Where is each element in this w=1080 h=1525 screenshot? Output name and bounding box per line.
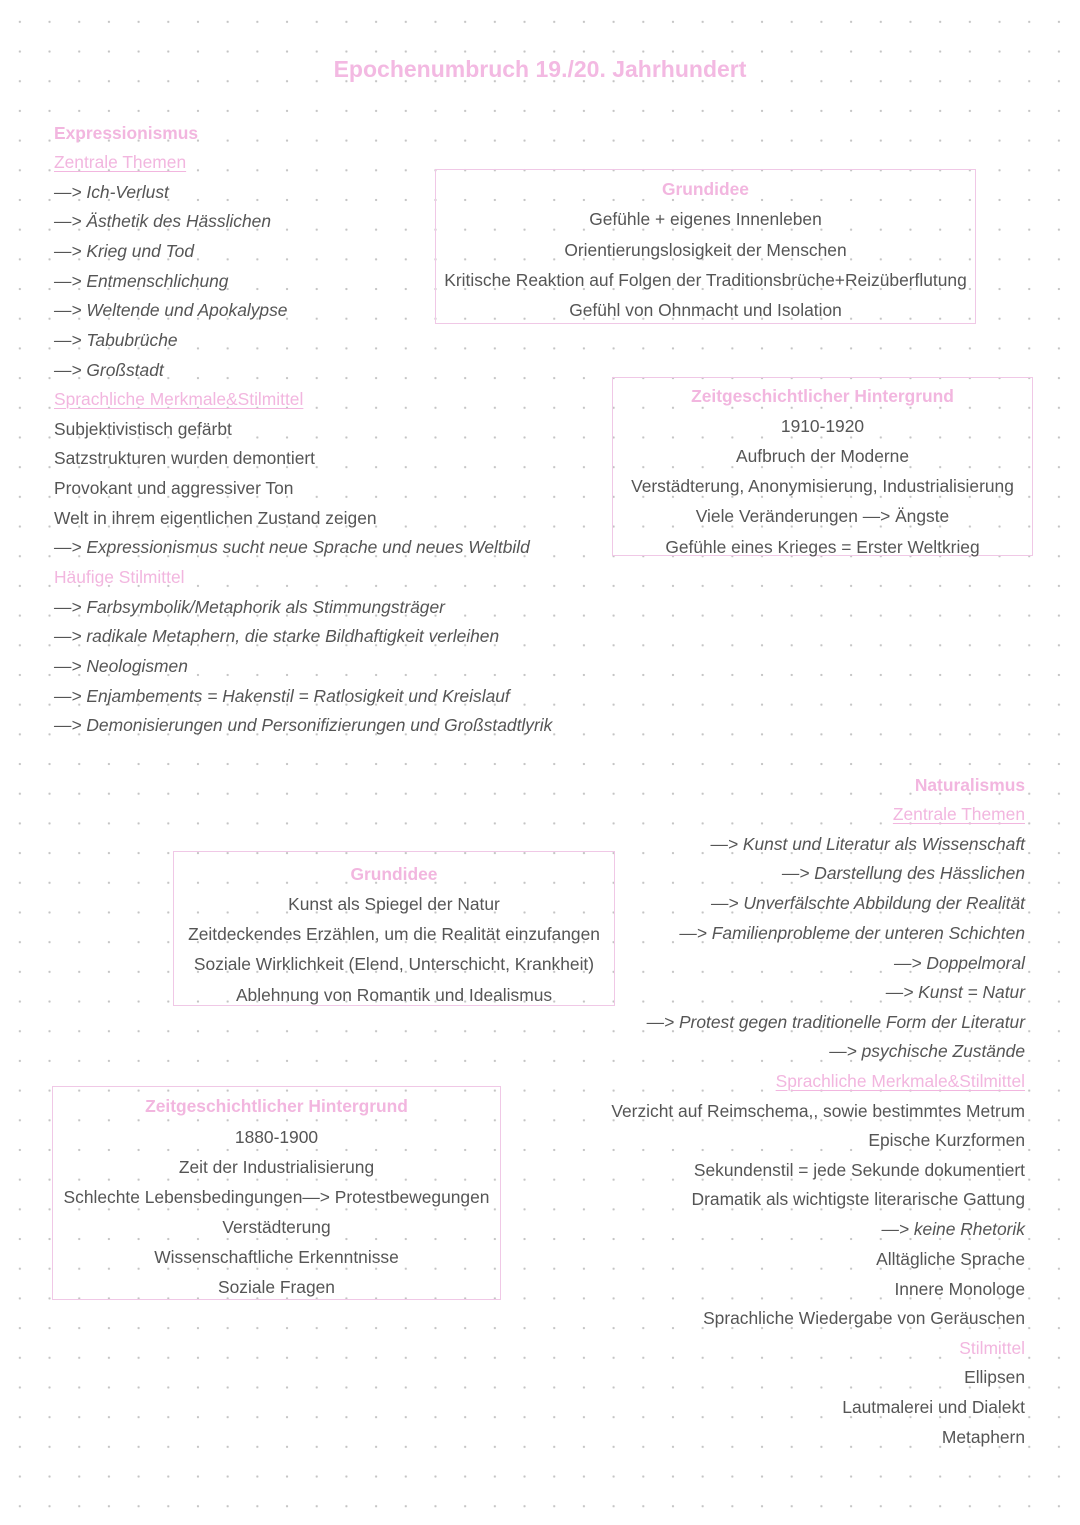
hintergrund-line: Aufbruch der Moderne (735, 446, 910, 466)
naturalismus-stilmittel-heading: Stilmittel (959, 1338, 1025, 1358)
naturalismus-hintergrund-box (52, 1086, 501, 1300)
hintergrund-heading: Zeitgeschichtlicher Hintergrund (145, 1096, 408, 1116)
expressionismus-stilmittel-item: —> Neologismen (54, 656, 188, 676)
naturalismus-merkmal: Innere Monologe (894, 1279, 1025, 1299)
expressionismus-merkmal: Subjektivistisch gefärbt (54, 419, 232, 439)
hintergrund-line: Schlechte Lebensbedingungen—> Protestbewegungen (63, 1187, 490, 1207)
expressionismus-stilmittel-item: —> Demonisierungen und Personifizierungen und Großstadtlyrik (54, 715, 553, 735)
naturalismus-merkmal: —> keine Rhetorik (881, 1219, 1025, 1239)
naturalismus-stilmittel-item: Ellipsen (964, 1367, 1025, 1387)
naturalismus-grundidee-box (173, 851, 615, 1006)
naturalismus-merkmal: Sprachliche Wiedergabe von Geräuschen (703, 1308, 1025, 1328)
grundidee-line: Soziale Wirklichkeit (Elend, Unterschicht, Krankheit) (193, 954, 595, 974)
hintergrund-line: Verstädterung, Anonymisierung, Industrialisierung (631, 476, 1014, 496)
naturalismus-merkmal: Verzicht auf Reimschema,, sowie bestimmtes Metrum (611, 1101, 1025, 1121)
naturalismus-stilmittel-item: Lautmalerei und Dialekt (842, 1397, 1025, 1417)
grundidee-line: Gefühle + eigenes Innenleben (589, 209, 822, 229)
expressionismus-stilmittel-item: —> Enjambements = Hakenstil = Ratlosigkeit und Kreislauf (54, 686, 510, 706)
expressionismus-thema: —> Weltende und Apokalypse (54, 300, 288, 320)
naturalismus-merkmale-heading: Sprachliche Merkmale&Stilmittel (775, 1071, 1025, 1091)
grundidee-line: Kritische Reaktion auf Folgen der Traditionsbrüche+Reizüberflutung (444, 270, 967, 290)
expressionismus-merkmal: Provokant und aggressiver Ton (54, 478, 294, 498)
grundidee-heading: Grundidee (350, 864, 438, 884)
expressionismus-stilmittel-item: —> Farbsymbolik/Metaphorik als Stimmungsträger (54, 597, 445, 617)
naturalismus-thema: —> psychische Zustände (829, 1041, 1025, 1061)
hintergrund-line: Gefühle eines Krieges = Erster Weltkrieg (665, 537, 980, 557)
naturalismus-stilmittel-item: Metaphern (941, 1427, 1025, 1447)
expressionismus-thema: —> Tabubrüche (54, 330, 178, 350)
expressionismus-merkmale-heading: Sprachliche Merkmale&Stilmittel (54, 389, 304, 409)
naturalismus-themen-heading: Zentrale Themen (892, 804, 1025, 824)
hintergrund-line: 1880-1900 (234, 1127, 319, 1147)
grundidee-line: Ablehnung von Romantik und Idealismus (235, 985, 553, 1005)
expressionismus-merkmal: Welt in ihrem eigentlichen Zustand zeigen (54, 508, 377, 528)
naturalismus-merkmal: Alltägliche Sprache (876, 1249, 1025, 1269)
hintergrund-line: Viele Veränderungen —> Ängste (695, 506, 950, 526)
naturalismus-thema: —> Kunst = Natur (885, 982, 1025, 1002)
grundidee-heading: Grundidee (662, 179, 749, 199)
naturalismus-thema: —> Kunst und Literatur als Wissenschaft (710, 834, 1025, 854)
expressionismus-merkmal: Satzstrukturen wurden demontiert (54, 448, 315, 468)
naturalismus-thema: —> Unverfälschte Abbildung der Realität (710, 893, 1025, 913)
hintergrund-line: Wissenschaftliche Erkenntnisse (154, 1247, 399, 1267)
expressionismus-stilmittel-item: —> radikale Metaphern, die starke Bildhaftigkeit verleihen (54, 626, 500, 646)
grundidee-line: Gefühl von Ohnmacht und Isolation (569, 300, 842, 320)
expressionismus-grundidee-box (435, 169, 976, 324)
expressionismus-thema: —> Krieg und Tod (54, 241, 195, 261)
grundidee-line: Kunst als Spiegel der Natur (288, 894, 500, 914)
expressionismus-heading: Expressionismus (54, 123, 199, 143)
expressionismus-themen-heading: Zentrale Themen (54, 152, 187, 172)
grundidee-line: Zeitdeckendes Erzählen, um die Realität einzufangen (188, 924, 600, 944)
hintergrund-line: 1910-1920 (780, 416, 865, 436)
naturalismus-merkmal: Dramatik als wichtigste literarische Gattung (691, 1189, 1025, 1209)
naturalismus-merkmal: Epische Kurzformen (868, 1130, 1025, 1150)
expressionismus-stilmittel-heading: Häufige Stilmittel (54, 567, 185, 587)
hintergrund-line: Zeit der Industrialisierung (178, 1157, 375, 1177)
naturalismus-merkmal: Sekundenstil = jede Sekunde dokumentiert (693, 1160, 1025, 1180)
naturalismus-thema: —> Darstellung des Hässlichen (781, 863, 1025, 883)
hintergrund-line: Verstädterung (222, 1217, 331, 1237)
page-title: Epochenumbruch 19./20. Jahrhundert (333, 56, 747, 82)
expressionismus-thema: —> Entmenschlichung (54, 271, 229, 291)
expressionismus-thema: —> Großstadt (54, 360, 164, 380)
expressionismus-merkmale-conclusion: —> Expressionismus sucht neue Sprache und neues Weltbild (54, 537, 530, 557)
expressionismus-hintergrund-box (612, 377, 1033, 556)
hintergrund-heading: Zeitgeschichtlicher Hintergrund (691, 386, 954, 406)
expressionismus-thema: —> Ich-Verlust (54, 182, 169, 202)
naturalismus-thema: —> Familienprobleme der unteren Schichten (679, 923, 1025, 943)
naturalismus-thema: —> Doppelmoral (894, 953, 1025, 973)
grundidee-line: Orientierungslosigkeit der Menschen (564, 240, 847, 260)
hintergrund-line: Soziale Fragen (218, 1277, 335, 1297)
expressionismus-thema: —> Ästhetik des Hässlichen (54, 211, 272, 231)
naturalismus-thema: —> Protest gegen traditionelle Form der Literatur (646, 1012, 1025, 1032)
naturalismus-heading: Naturalismus (914, 775, 1025, 795)
